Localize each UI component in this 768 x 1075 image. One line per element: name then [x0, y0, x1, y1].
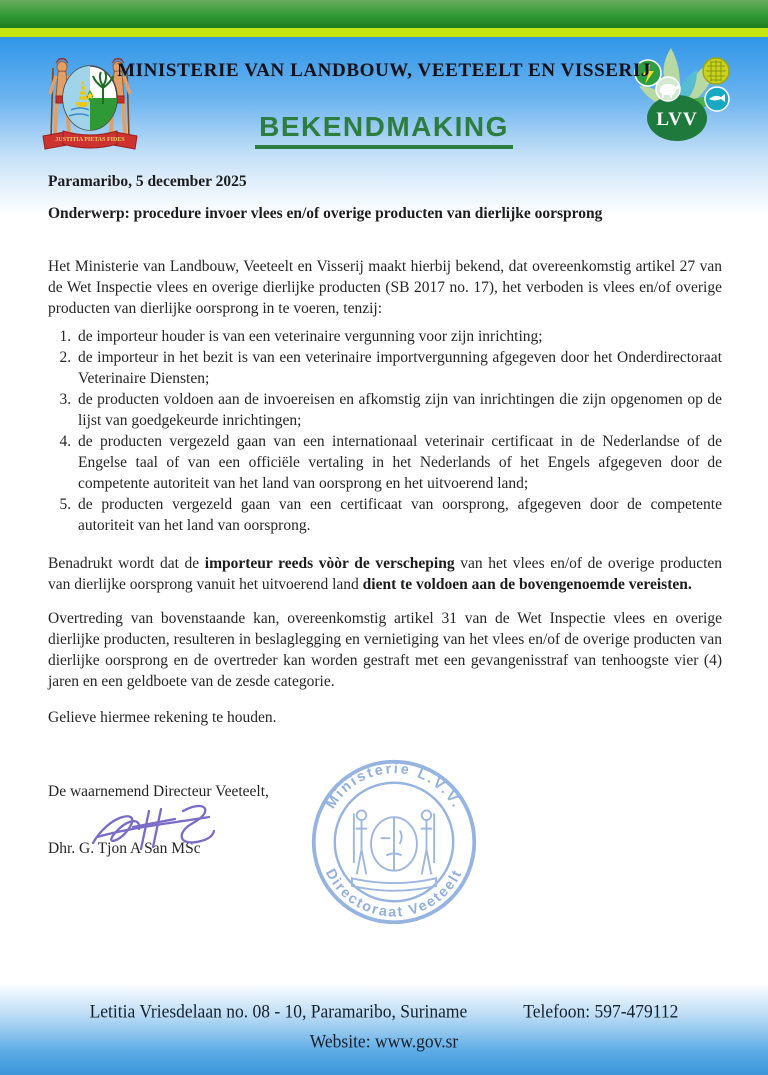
handwritten-signature — [83, 797, 223, 863]
footer-banner — [0, 983, 768, 1075]
stamp-crest-icon — [352, 810, 436, 890]
stamp-top-text: Ministerie L.V.V. — [322, 761, 466, 812]
condition-item: 5. de producten vergezeld gaan van een certificaat van oorsprong, afgegeven door de competente autoriteit van het land van oorsprong. — [75, 494, 722, 536]
crest-motto: JUSTITIA PIETAS FIDES — [55, 137, 125, 143]
emphasis-paragraph — [48, 553, 722, 595]
footer-phone: Telefoon: 597-479112 — [523, 1000, 679, 1022]
ministry-title: MINISTERIE VAN LANDBOUW, VEETEELT EN VISSERIJ — [117, 60, 651, 81]
footer-address: Letitia Vriesdelaan no. 08 - 10, Paramaribo, Suriname — [89, 1000, 468, 1022]
signer-role: De waarnemend Directeur Veeteelt, — [48, 783, 269, 800]
letter-body — [48, 171, 722, 728]
signer-name: Dhr. G. Tjon A San MSc — [48, 840, 201, 857]
ministry-stamp — [308, 756, 480, 928]
closing-line: Gelieve hiermee rekening te houden. — [48, 709, 277, 726]
dateline: Paramaribo, 5 december 2025 — [48, 173, 247, 190]
accent-stripe — [0, 28, 768, 37]
condition-item: 3. de producten voldoen aan de invoereisen en afkomstig zijn van inrichtingen die zijn opgenomen op de lijst van goedgekeurde inrichtingen; — [75, 389, 722, 431]
page-title: BEKENDMAKING — [255, 111, 513, 149]
condition-item: 1. de importeur houder is van een veterinaire vergunning voor zijn inrichting; — [75, 326, 722, 347]
condition-item: 2. de importeur in het bezit is van een veterinaire importvergunning afgegeven door het Onderdirectoraat Veterinaire Diensten; — [75, 347, 722, 389]
emphasis-pre: Benadrukt wordt dat de — [48, 555, 205, 572]
subject-line: Onderwerp: procedure invoer vlees en/of overige producten van dierlijke oorsprong — [48, 205, 603, 222]
lvv-label: LVV — [656, 109, 698, 130]
penalty-paragraph: Overtreding van bovenstaande kan, overeenkomstig artikel 31 van de Wet Inspectie vlees en overige dierlijke producten, resulteren in beslaglegging en vernietiging van het vlees en/of de overige producten van dierlijke oorsprong en de overtreder kan worden gestraft met een gevangenisstraf van tenhoogste vier (4) jaren en een geldboete van de zesde categorie. — [48, 610, 722, 690]
emphasis-bold-2: dient te voldoen aan de bovengenoemde vereisten. — [362, 576, 692, 593]
top-green-bar — [0, 0, 768, 28]
conditions-list — [48, 326, 722, 536]
intro-paragraph: Het Ministerie van Landbouw, Veeteelt en Visserij maakt hierbij bekend, dat overeenkomstig artikel 27 van de Wet Inspectie vlees en overige dierlijke producten (SB 2017 no. 17), het verboden is vlees en/of overige producten van dierlijke oorsprong in te voeren, tenzij: — [48, 258, 722, 317]
signature-block — [48, 783, 308, 858]
footer-website: Website: www.gov.sr — [309, 1030, 459, 1052]
stamp-bottom-text: Directoraat Veeteelt — [321, 866, 466, 921]
fish-icon — [705, 87, 729, 111]
condition-item: 4. de producten vergezeld gaan van een internationaal veterinair certificaat in de Nederlandse of de Engelse taal of van een officiële vertaling in het Nederlands of het Engels afgegeven door de competente autoriteit van het land van oorsprong en het uitvoerend land; — [75, 431, 722, 494]
svg-text:Ministerie L.V.V. — [323, 761, 465, 812]
emphasis-bold-1: importeur reeds vòòr de verscheping — [204, 555, 455, 572]
emphasis-mid: van het vlees en/of de overige producten van dierlijke oorsprong vanuit het uitvoerend land — [48, 555, 723, 593]
